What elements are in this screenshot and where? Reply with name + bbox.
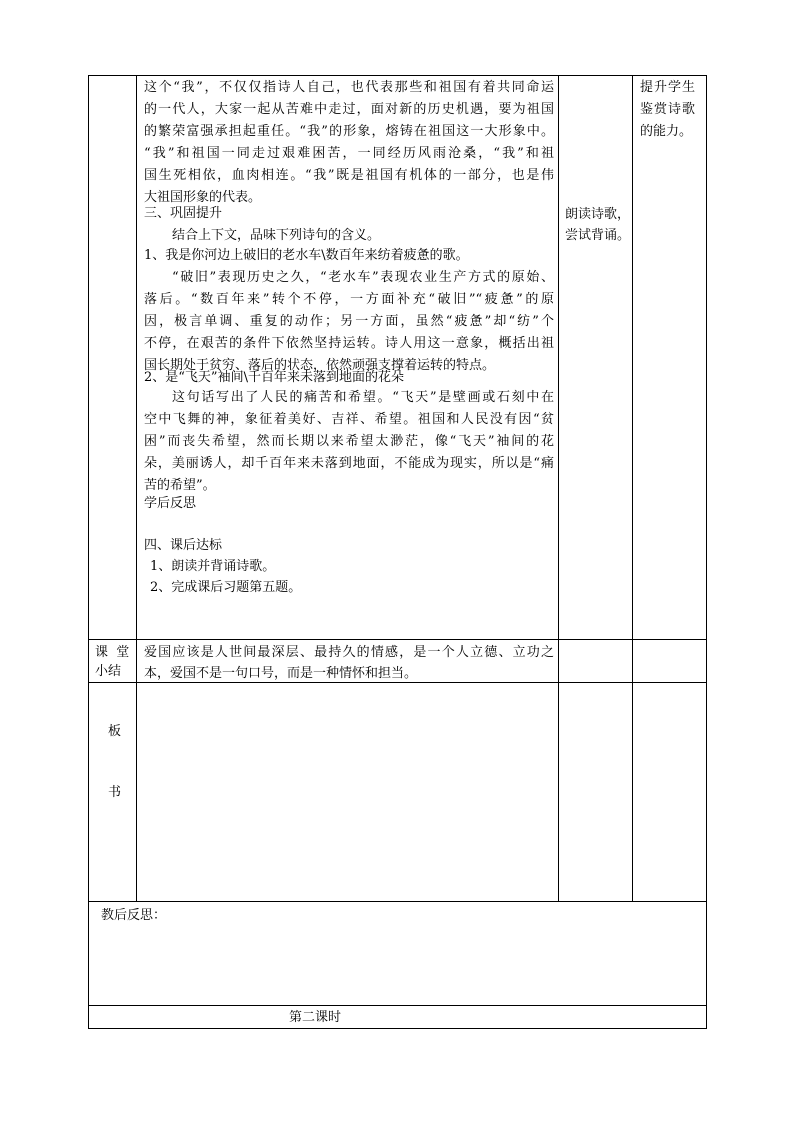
reflection-label: 学后反思 xyxy=(144,496,197,511)
text-line: 爱国应该是人世间最深层、最持久的情感，是一个人立德、立功之 xyxy=(144,645,554,660)
text-line: “破旧”表现历史之久，“老水车”表现农业生产方式的原始、 xyxy=(172,270,554,285)
item-2-title: 2、是“飞天”袖间\千百年来未落到地面的花朵 xyxy=(144,370,404,385)
row-divider-reflection xyxy=(88,901,707,902)
second-lesson-label: 第二课时 xyxy=(289,1010,342,1025)
text-line: 困”而丧失希望，然而长期以来希望太渺茫，像“飞天”袖间的花 xyxy=(144,434,554,449)
table-top-border xyxy=(88,75,707,76)
text-line: 空中飞舞的神，象征着美好、吉祥、希望。祖国和人民没有因“贫 xyxy=(144,412,554,427)
text-line: 因，极言单调、重复的动作；另一方面，虽然“疲惫”却“纺”个 xyxy=(144,314,554,329)
column-divider-label xyxy=(136,75,137,902)
design-intent-line-2: 鉴赏诗歌 xyxy=(640,102,697,117)
summary-label-line-1: 课 堂 xyxy=(95,645,130,660)
design-intent-line-1: 提升学生 xyxy=(640,80,697,95)
text-line: 国生死相依，血肉相连。“我”既是祖国有机体的一部分，也是伟 xyxy=(144,168,554,183)
text-line: 国长期处于贫穷、落后的状态，依然顽强支撑着运转的特点。 xyxy=(144,358,496,373)
section-4-item-2: 2、完成课后习题第五题。 xyxy=(150,580,302,595)
board-label-char-2: 书 xyxy=(108,785,122,800)
text-line: 大祖国形象的代表。 xyxy=(144,190,262,205)
row-divider-second-lesson xyxy=(88,1005,707,1006)
table-right-border xyxy=(706,75,707,1029)
summary-text xyxy=(144,642,554,684)
item-1-title: 1、我是你河边上破旧的老水车\数百年来纺着疲惫的歌。 xyxy=(144,248,469,263)
student-activity-line-1: 朗读诗歌， xyxy=(565,207,631,222)
table-bottom-border xyxy=(88,1028,707,1029)
student-activity-line-2: 尝试背诵。 xyxy=(565,228,631,243)
summary-label-line-2: 小结 xyxy=(95,664,122,679)
text-line: 这句话写出了人民的痛苦和希望。“飞天”是壁画或石刻中在 xyxy=(172,390,554,405)
text-line: 的一代人，大家一起从苦难中走过，面对新的历史机遇，要为祖国 xyxy=(144,102,554,117)
section-4-item-1: 1、朗读并背诵诗歌。 xyxy=(150,559,276,574)
item-2-explanation xyxy=(144,387,554,497)
text-line: 这个“我”，不仅仅指诗人自己，也代表那些和祖国有着共同命运 xyxy=(144,80,554,95)
text-line: 的繁荣富强承担起重任。“我”的形象，熔铸在祖国这一大形象中。 xyxy=(144,124,554,139)
column-divider-activity xyxy=(558,75,559,902)
text-line: 苦的希望”。 xyxy=(144,478,216,493)
section-4-heading: 四、课后达标 xyxy=(144,538,223,553)
text-line: 朵，美丽诱人，却千百年来未落到地面，不能成为现实，所以是“痛 xyxy=(144,456,554,471)
text-line: 不停，在艰苦的条件下依然坚持运转。诗人用这一意象，概括出祖 xyxy=(144,336,554,351)
row-divider-summary xyxy=(88,639,707,640)
design-intent-line-3: 的能力。 xyxy=(640,124,693,139)
section-3-heading: 三、巩固提升 xyxy=(144,206,223,221)
post-teaching-label: 教后反思： xyxy=(101,908,167,923)
text-line: 本，爱国不是一句口号，而是一种情怀和担当。 xyxy=(144,666,418,681)
table-left-border xyxy=(88,75,89,1029)
board-label-char-1: 板 xyxy=(108,724,122,739)
section-3-intro: 结合上下文，品味下列诗句的含义。 xyxy=(172,228,381,243)
main-paragraph-1 xyxy=(144,77,554,209)
text-line: “我”和祖国一同走过艰难困苦，一同经历风雨沧桑，“我”和祖 xyxy=(144,146,554,161)
column-divider-intent xyxy=(632,75,633,902)
text-line: 落后。“数百年来”转个不停，一方面补充“破旧”“疲惫”的原 xyxy=(144,292,554,307)
item-1-explanation xyxy=(144,267,554,377)
